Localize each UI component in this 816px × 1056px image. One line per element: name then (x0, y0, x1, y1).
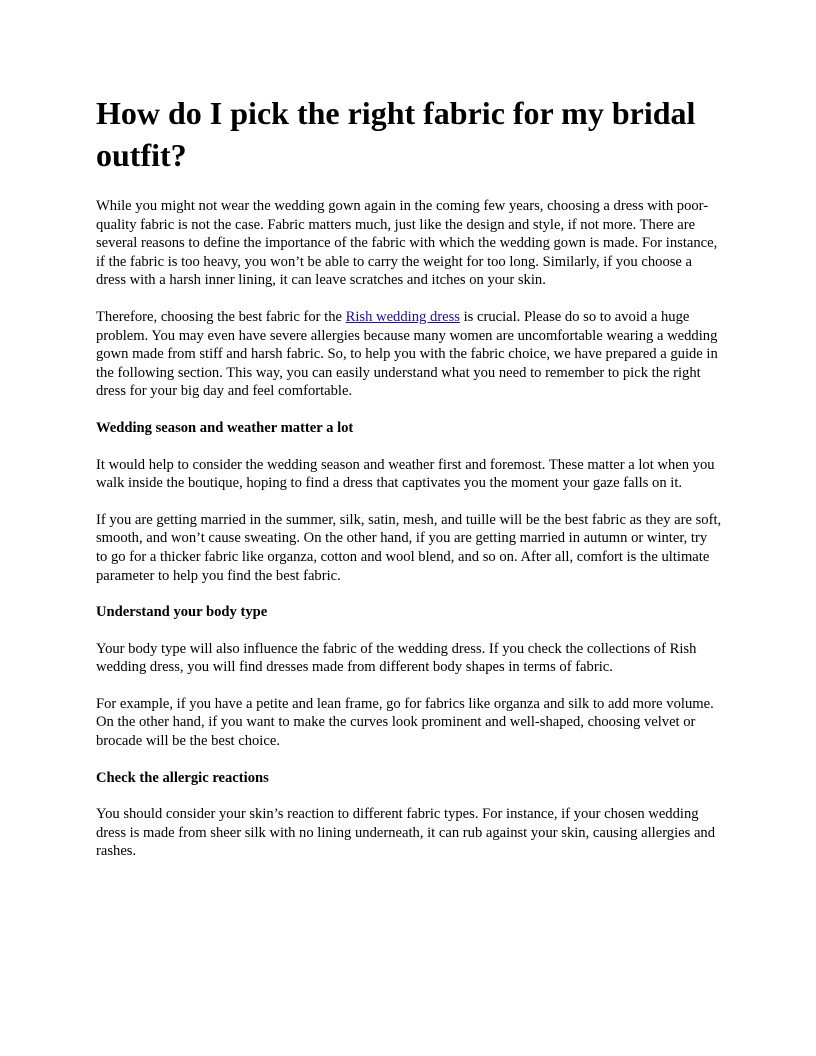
section-wedding-season-paragraph-2: If you are getting married in the summer, silk, satin, mesh, and tuille will be the best fabric as they are soft, smooth, and won’t cause sweating. On the other hand, if you are getting married in autumn or winter, try to go for a thicker fabric like organza, cotton and wool blend, and so on. After all, comfort is the ultimate parameter to help you find the best fabric. (96, 511, 722, 584)
section-body-type-paragraph-1: Your body type will also influence the fabric of the wedding dress. If you check the collections of Rish wedding dress, you will find dresses made from different body shapes in terms of fabric. (96, 640, 697, 676)
intro-paragraph-2 (96, 308, 722, 401)
section-heading-wedding-season: Wedding season and weather matter a lot (96, 419, 354, 436)
section-heading-body-type: Understand your body type (96, 604, 268, 621)
section-heading-allergic-reactions: Check the allergic reactions (96, 769, 269, 786)
intro-paragraph-1: While you might not wear the wedding gown again in the coming few years, choosing a dress with poor-quality fabric is not the case. Fabric matters much, just like the design and style, if not more. There are several reasons to define the importance of the fabric with which the wedding gown is made. For instance, if the fabric is too heavy, you won’t be able to carry the weight for too long. Similarly, if you choose a dress with a harsh inner lining, it can leave scratches and itches on your skin. (96, 198, 718, 289)
rish-wedding-dress-link[interactable]: Rish wedding dress (345, 308, 460, 325)
document-page (96, 92, 722, 879)
section-wedding-season-paragraph-1: It would help to consider the wedding season and weather first and foremost. These matter a lot when you walk inside the boutique, hoping to find a dress that captivates you the moment your gaze falls on it. (96, 456, 715, 492)
intro-paragraph-2-text-after: is crucial. Please do so to avoid a huge problem. You may even have severe allergies because many women are uncomfortable wearing a wedding gown made from stiff and harsh fabric. So, to help you with the fabric choice, we have prepared a guide in the following section. This way, you can easily understand what you need to remember to pick the right dress for your big day and feel comfortable. (96, 308, 718, 400)
page-title: How do I pick the right fabric for my bridal outfit? (96, 95, 696, 173)
intro-paragraph-2-text-before: Therefore, choosing the best fabric for the (96, 308, 346, 325)
section-allergic-reactions-paragraph-1: You should consider your skin’s reaction to different fabric types. For instance, if your chosen wedding dress is made from sheer silk with no lining underneath, it can rub against your skin, causing allergies and rashes. (96, 806, 716, 860)
section-body-type-paragraph-2: For example, if you have a petite and lean frame, go for fabrics like organza and silk to add more volume. On the other hand, if you want to make the curves look prominent and well-shaped, choosing velvet or brocade will be the best choice. (96, 695, 714, 750)
